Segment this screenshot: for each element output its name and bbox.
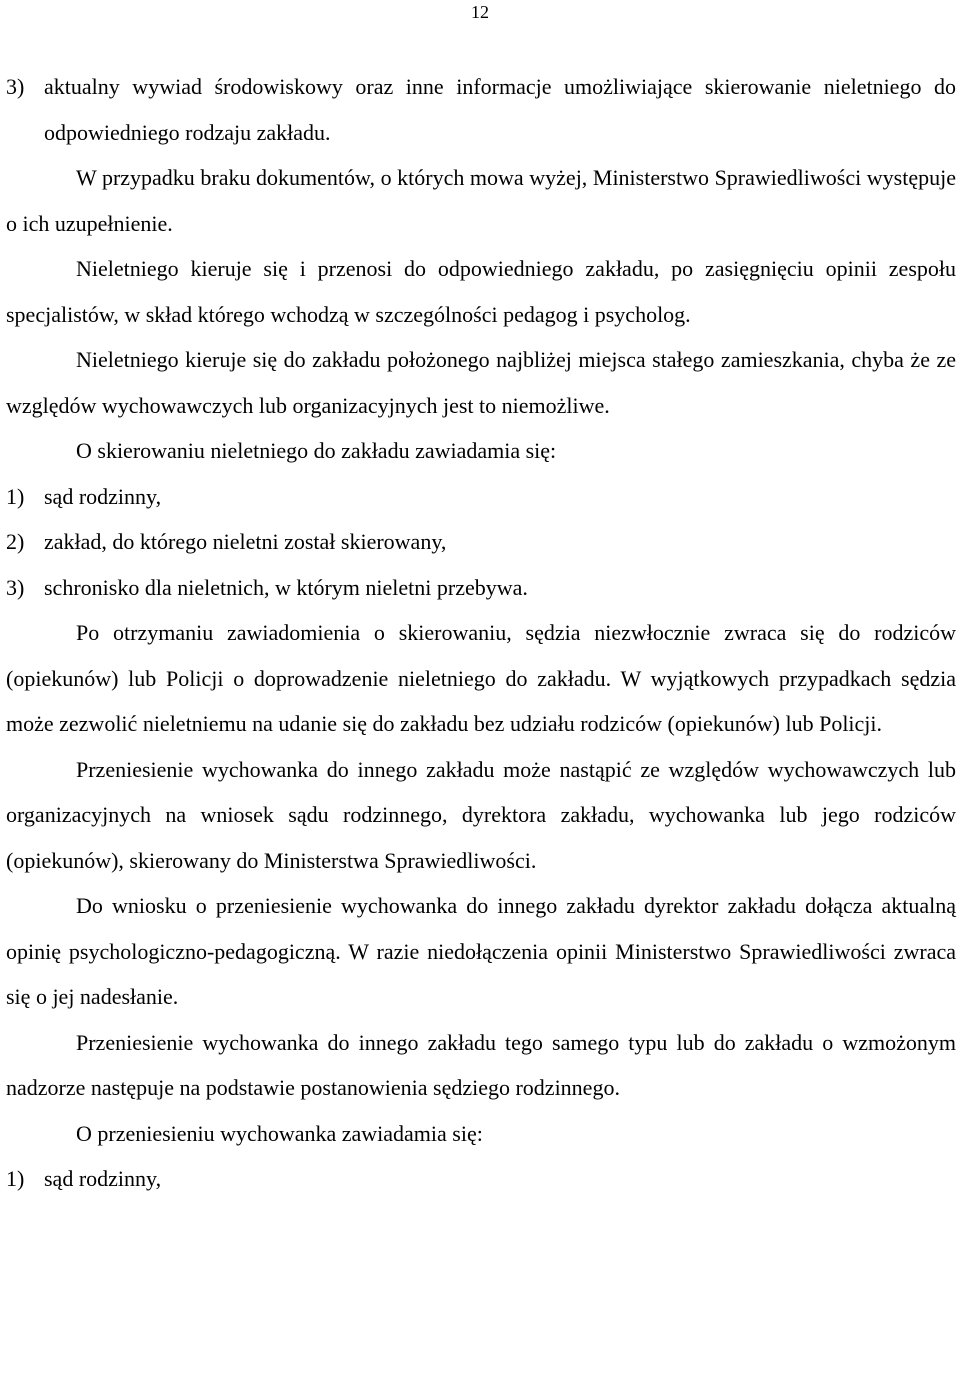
- list-item-number: 3): [6, 74, 25, 99]
- list-item-text: zakład, do którego nieletni został skierowany,: [44, 529, 447, 554]
- paragraph: Do wniosku o przeniesienie wychowanka do innego zakładu dyrektor zakładu dołącza aktualną opinię psychologiczno-pedagogiczną. W razie niedołączenia opinii Ministerstwo Sprawiedliwości zwraca się o jej nadesłanie.: [6, 893, 956, 1009]
- paragraph: O skierowaniu nieletniego do zakładu zawiadamia się:: [76, 438, 557, 463]
- paragraph: O przeniesieniu wychowanka zawiadamia się:: [76, 1120, 483, 1146]
- paragraph: Przeniesienie wychowanka do innego zakładu tego samego typu lub do zakładu o wzmożonym nadzorze następuje na podstawie postanowienia sędziego rodzinnego.: [6, 1029, 956, 1100]
- paragraph: Po otrzymaniu zawiadomienia o skierowaniu, sędzia niezwłocznie zwraca się do rodziców (opiekunów) lub Policji o doprowadzenie nieletniego do zakładu. W wyjątkowych przypadkach sędzia może zezwolić nieletniemu na udanie się do zakładu bez udziału rodziców (opiekunów) lub Policji.: [6, 620, 956, 736]
- list-item: [6, 565, 956, 611]
- paragraph: Nieletniego kieruje się i przenosi do odpowiedniego zakładu, po zasięgnięciu opinii zespołu specjalistów, w skład którego wchodzą w szczególności pedagog i psycholog.: [6, 256, 956, 327]
- paragraph: Nieletniego kieruje się do zakładu położonego najbliżej miejsca stałego zamieszkania, chyba że ze względów wychowawczych lub organizacyjnych jest to niemożliwe.: [6, 347, 956, 418]
- list-item-text: sąd rodzinny,: [44, 1166, 162, 1191]
- list-item-number: 2): [6, 529, 25, 554]
- paragraph: Przeniesienie wychowanka do innego zakładu może nastąpić ze względów wychowawczych lub organizacyjnych na wniosek sądu rodzinnego, dyrektora zakładu, wychowanka lub jego rodziców (opiekunów), skierowany do Ministerstwa Sprawiedliwości.: [6, 756, 956, 873]
- list-item-number: 3): [6, 574, 25, 600]
- list-item-number: 1): [6, 483, 25, 509]
- paragraph: W przypadku braku dokumentów, o których mowa wyżej, Ministerstwo Sprawiedliwości występuje o ich uzupełnienie.: [6, 165, 956, 236]
- list-item-number: 1): [6, 1166, 25, 1191]
- list-item: [6, 519, 956, 565]
- list-item-text: schronisko dla nieletnich, w którym nieletni przebywa.: [44, 574, 528, 600]
- list-item: [6, 64, 956, 155]
- document-body: [6, 64, 956, 1202]
- list-item-text: sąd rodzinny,: [44, 483, 162, 509]
- list-item: [6, 1156, 956, 1202]
- list-item-text: aktualny wywiad środowiskowy oraz inne informacje umożliwiające skierowanie nieletniego do odpowiedniego rodzaju zakładu.: [44, 74, 956, 145]
- list-item: [6, 474, 956, 520]
- page-number: 12: [471, 2, 489, 22]
